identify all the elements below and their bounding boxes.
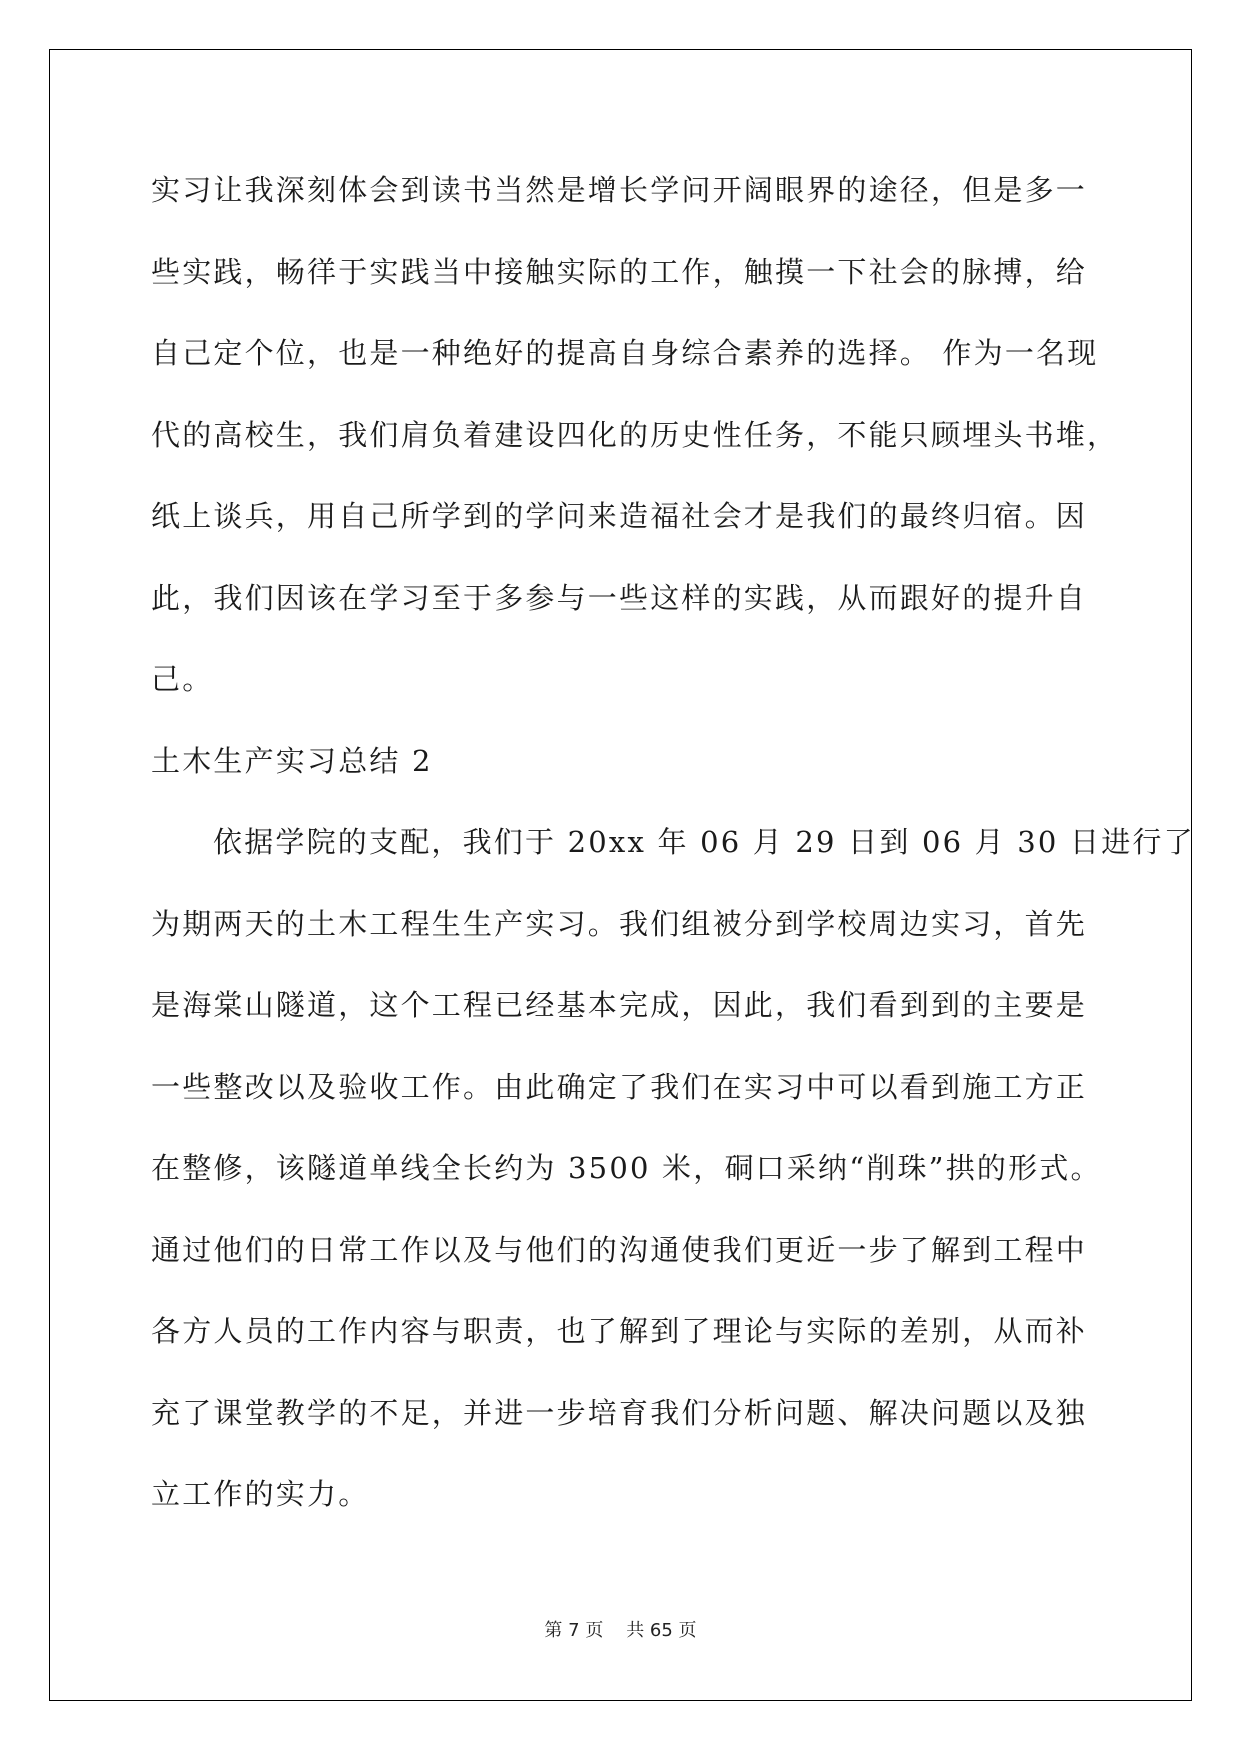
text-line: 各方人员的工作内容与职责，也了解到了理论与实际的差别，从而补: [151, 1314, 1088, 1348]
page-number-footer: 第 7 页 共 65 页: [544, 1620, 697, 1641]
text-line: 实习让我深刻体会到读书当然是增长学问开阔眼界的途径，但是多一: [151, 173, 1088, 207]
text-line: 在整修，该隧道单线全长约为 3500 米，硐口采纳“削珠”拱的形式。: [151, 1151, 1102, 1185]
text-line: 为期两天的土木工程生生产实习。我们组被分到学校周边实习，首先: [151, 906, 1088, 941]
text-line: 立工作的实力。: [151, 1477, 370, 1511]
paragraph-2: [151, 802, 1195, 1536]
text-line: 充了课堂教学的不足，并进一步培育我们分析问题、解决问题以及独: [151, 1395, 1088, 1430]
text-line: 依据学院的支配，我们于 20xx 年 06 月 29 日到 06 月 30 日进行了: [213, 825, 1195, 859]
text-line: 纸上谈兵，用自己所学到的学问来造福社会才是我们的最终归宿。因: [151, 499, 1088, 533]
document-body: [151, 150, 1195, 1536]
section-title: 土木生产实习总结 2: [151, 743, 433, 778]
text-line: 代的高校生，我们肩负着建设四化的历史性任务，不能只顾埋头书堆，: [151, 417, 1119, 452]
text-line: 通过他们的日常工作以及与他们的沟通使我们更近一步了解到工程中: [151, 1232, 1088, 1267]
paragraph-1: [151, 150, 1119, 721]
text-line: 己。: [151, 662, 214, 696]
text-line: 一些整改以及验收工作。由此确定了我们在实习中可以看到施工方正: [151, 1069, 1088, 1104]
text-line: 此，我们因该在学习至于多参与一些这样的实践，从而跟好的提升自: [151, 580, 1088, 615]
text-line: 自己定个位，也是一种绝好的提高自身综合素养的选择。 作为一名现: [151, 336, 1099, 370]
text-line: 是海棠山隧道，这个工程已经基本完成，因此，我们看到到的主要是: [151, 988, 1088, 1022]
text-line: 些实践，畅徉于实践当中接触实际的工作，触摸一下社会的脉搏，给: [151, 254, 1088, 289]
